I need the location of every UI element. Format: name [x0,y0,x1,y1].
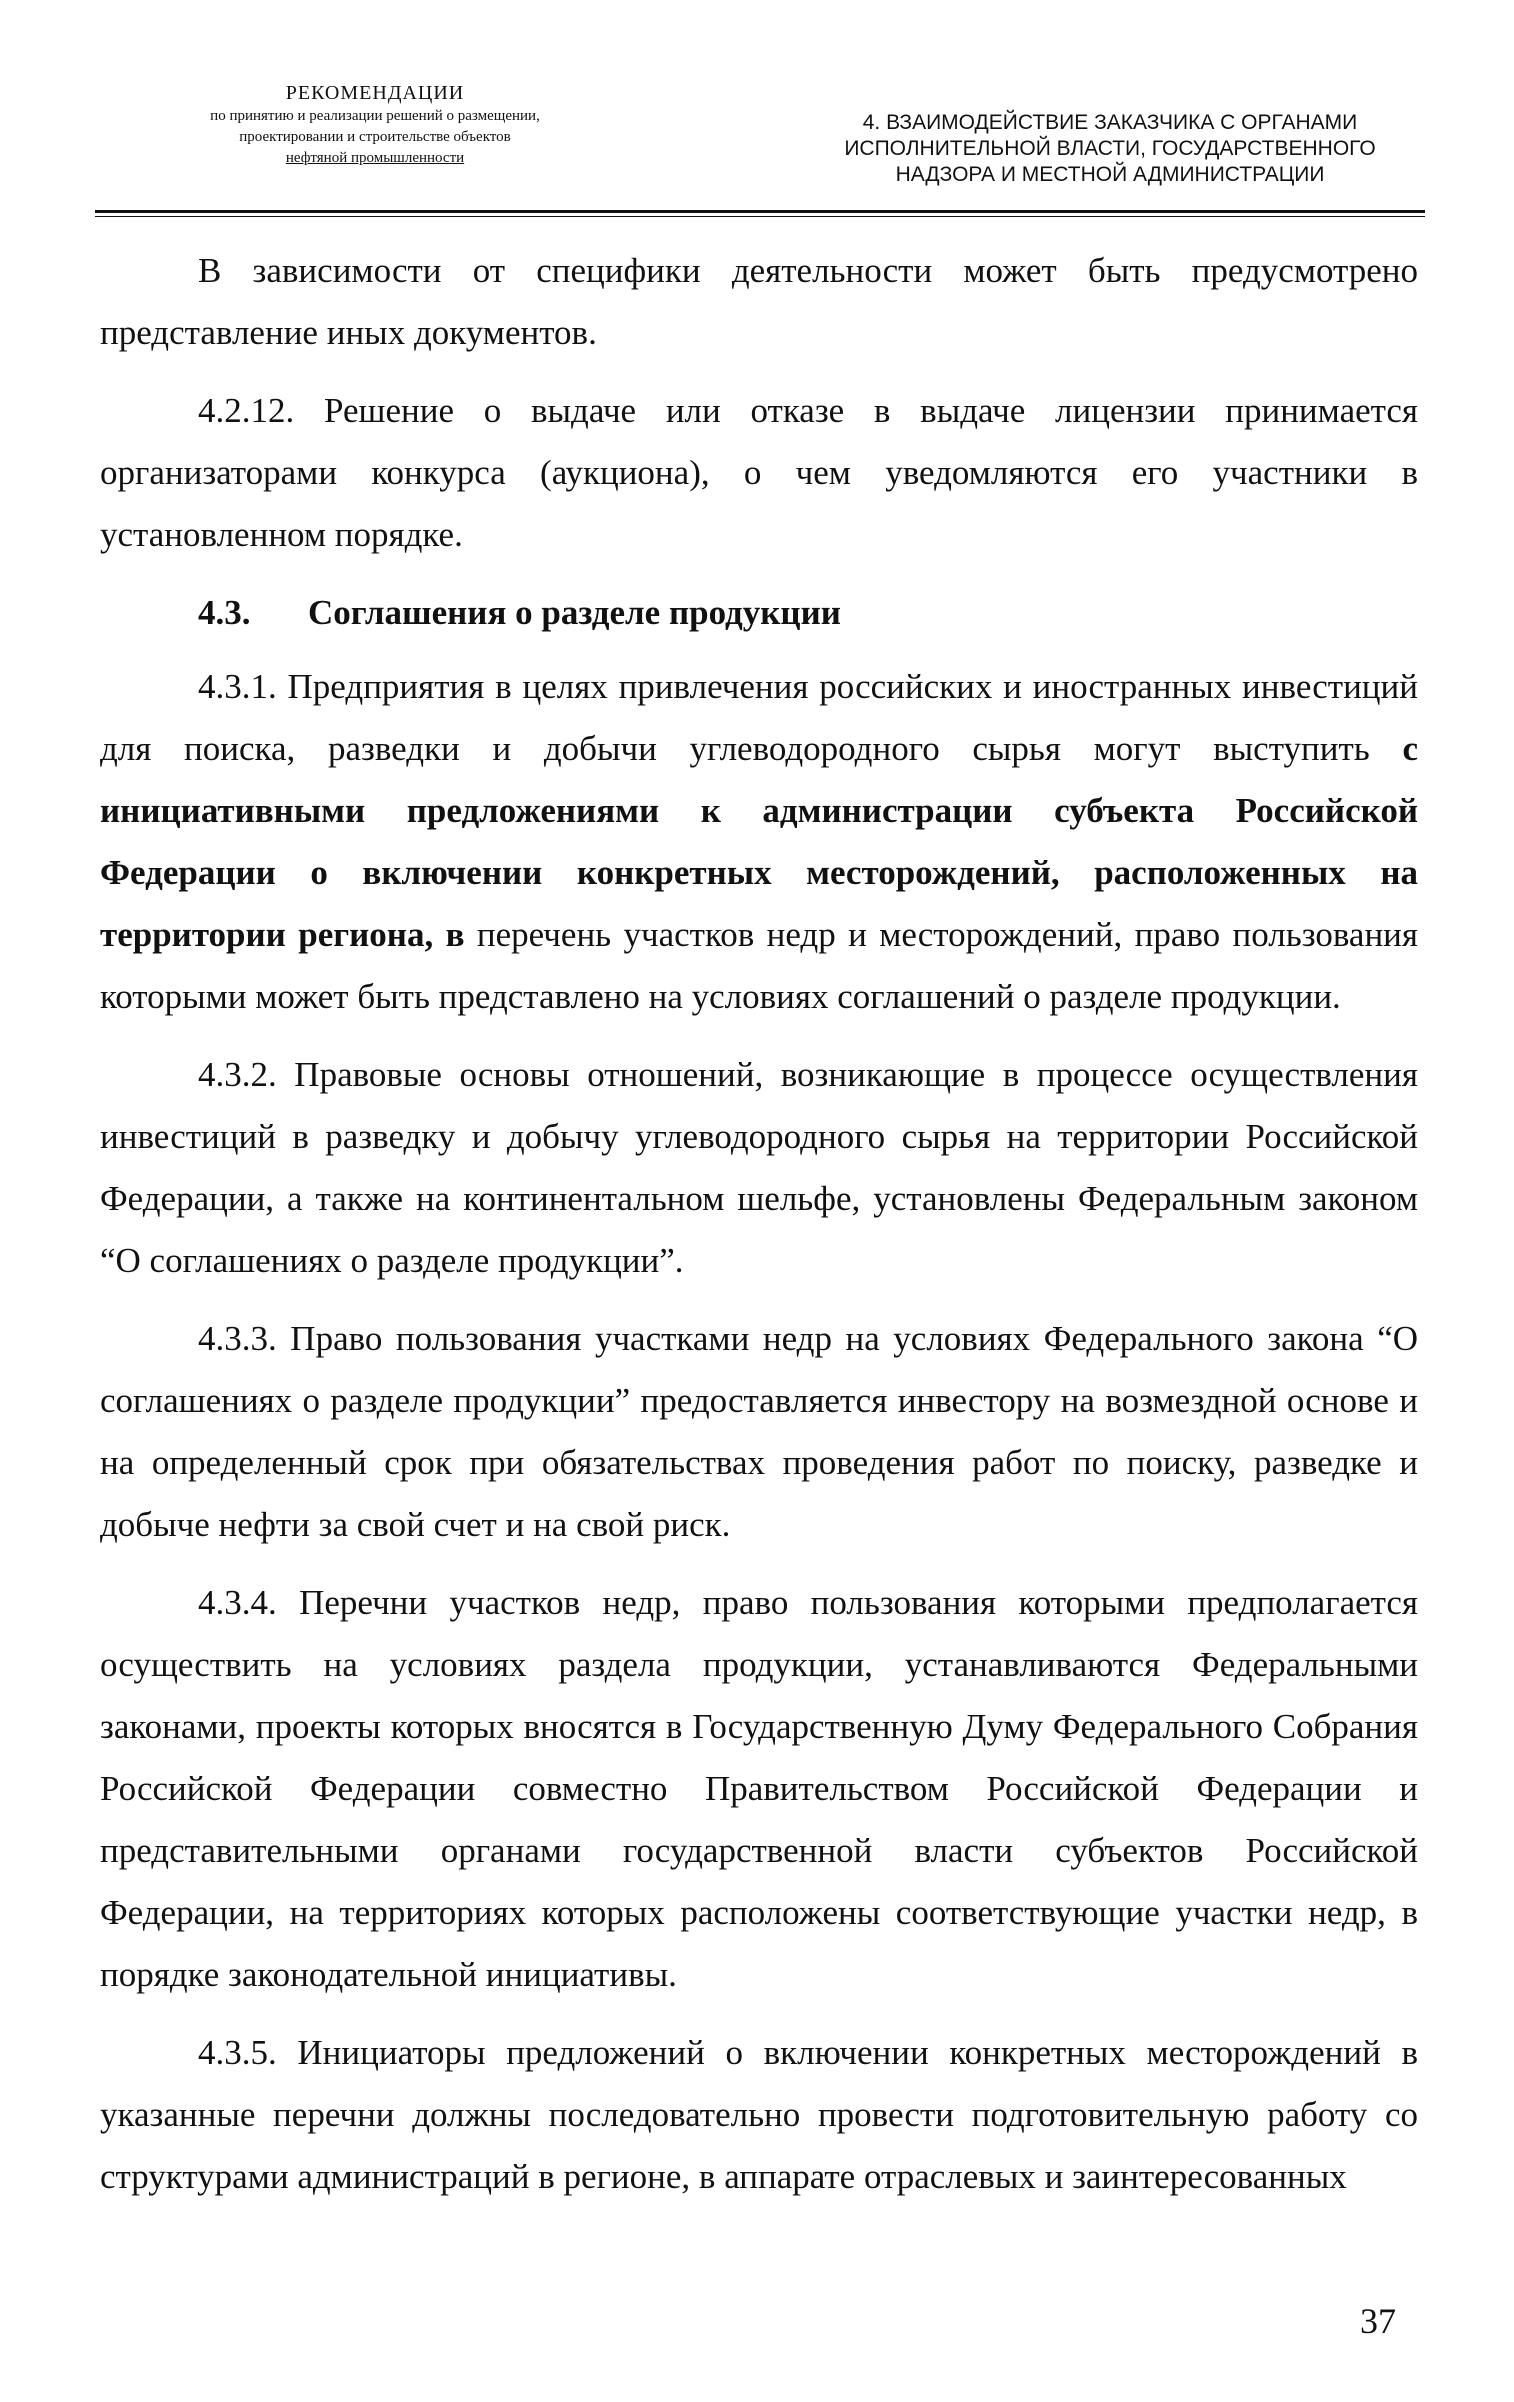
header-left-line: по принятию и реализации решений о размещении, [210,108,540,124]
header-left-line: проектировании и строительстве объектов [239,129,511,145]
paragraph-4-3-1-part-c: перечень участков недр и месторождений, право пользования которыми может быть представлено на условиях соглашений о разделе продукции. [100,915,1419,1016]
section-number: 4.3. [198,593,251,632]
paragraph-4-3-5: 4.3.5. Инициаторы предложений о включении конкретных месторождений в указанные перечни должны последовательно провести подготовительную работу со структурами администраций в регионе, в аппарате отраслевых и заинтересованных [100,2033,1418,2196]
header-rule-thick [95,210,1425,213]
paragraph-4-3-1 [100,656,1418,1028]
header-right-line: 4. ВЗАИМОДЕЙСТВИЕ ЗАКАЗЧИКА С ОРГАНАМИ [862,111,1358,134]
page-header [95,80,1425,210]
header-left-block [95,80,655,169]
paragraph-4-2-12: 4.2.12. Решение о выдаче или отказе в выдаче лицензии принимается организаторами конкурса (аукциона), о чем уведомляются его участники в установленном порядке. [100,391,1418,554]
document-body [100,240,1418,2224]
header-right-line: ИСПОЛНИТЕЛЬНОЙ ВЛАСТИ, ГОСУДАРСТВЕННОГО [844,137,1376,160]
section-heading-4-3 [100,582,1418,644]
header-right-block [795,110,1425,188]
section-title: Соглашения о разделе продукции [308,593,841,632]
paragraph-4-3-2: 4.3.2. Правовые основы отношений, возникающие в процессе осуществления инвестиций в разведку и добычу углеводородного сырья на территории Российской Федерации, а также на континентальном шельфе, установлены Федеральным законом “О соглашениях о разделе продукции”. [100,1055,1418,1280]
header-right-line: НАДЗОРА И МЕСТНОЙ АДМИНИСТРАЦИИ [895,163,1325,186]
paragraph-intro: В зависимости от специфики деятельности может быть предусмотрено представление иных документов. [100,251,1418,352]
page-number: 37 [1360,2301,1396,2341]
paragraph-4-3-1-part-b-bold: с инициативными предложениями к администрации субъекта Российской Федерации о включении конкретных месторождений, расположенных на территории региона, в [100,729,1418,954]
paragraph-4-3-3: 4.3.3. Право пользования участками недр на условиях Федерального закона “О соглашениях о разделе продукции” предоставляется инвестору на возмездной основе и на определенный срок при обязательствах проведения работ по поиску, разведке и добыче нефти за свой счет и на свой риск. [100,1319,1418,1544]
paragraph-4-3-4: 4.3.4. Перечни участков недр, право пользования которыми предполагается осуществить на условиях раздела продукции, устанавливаются Федеральными законами, проекты которых вносятся в Государственную Думу Федерального Собрания Российской Федерации совместно Правительством Российской Федерации и представительными органами государственной власти субъектов Российской Федерации, на территориях которых расположены соответствующие участки недр, в порядке законодательной инициативы. [100,1583,1418,1994]
header-left-title: РЕКОМЕНДАЦИИ [285,82,465,104]
paragraph-4-3-1-part-a: 4.3.1. Предприятия в целях привлечения российских и иностранных инвестиций для поиска, разведки и добычи углеводородного сырья могут выступить [100,667,1418,768]
header-rule-thin [95,216,1425,217]
header-left-line: нефтяной промышленности [285,150,465,166]
